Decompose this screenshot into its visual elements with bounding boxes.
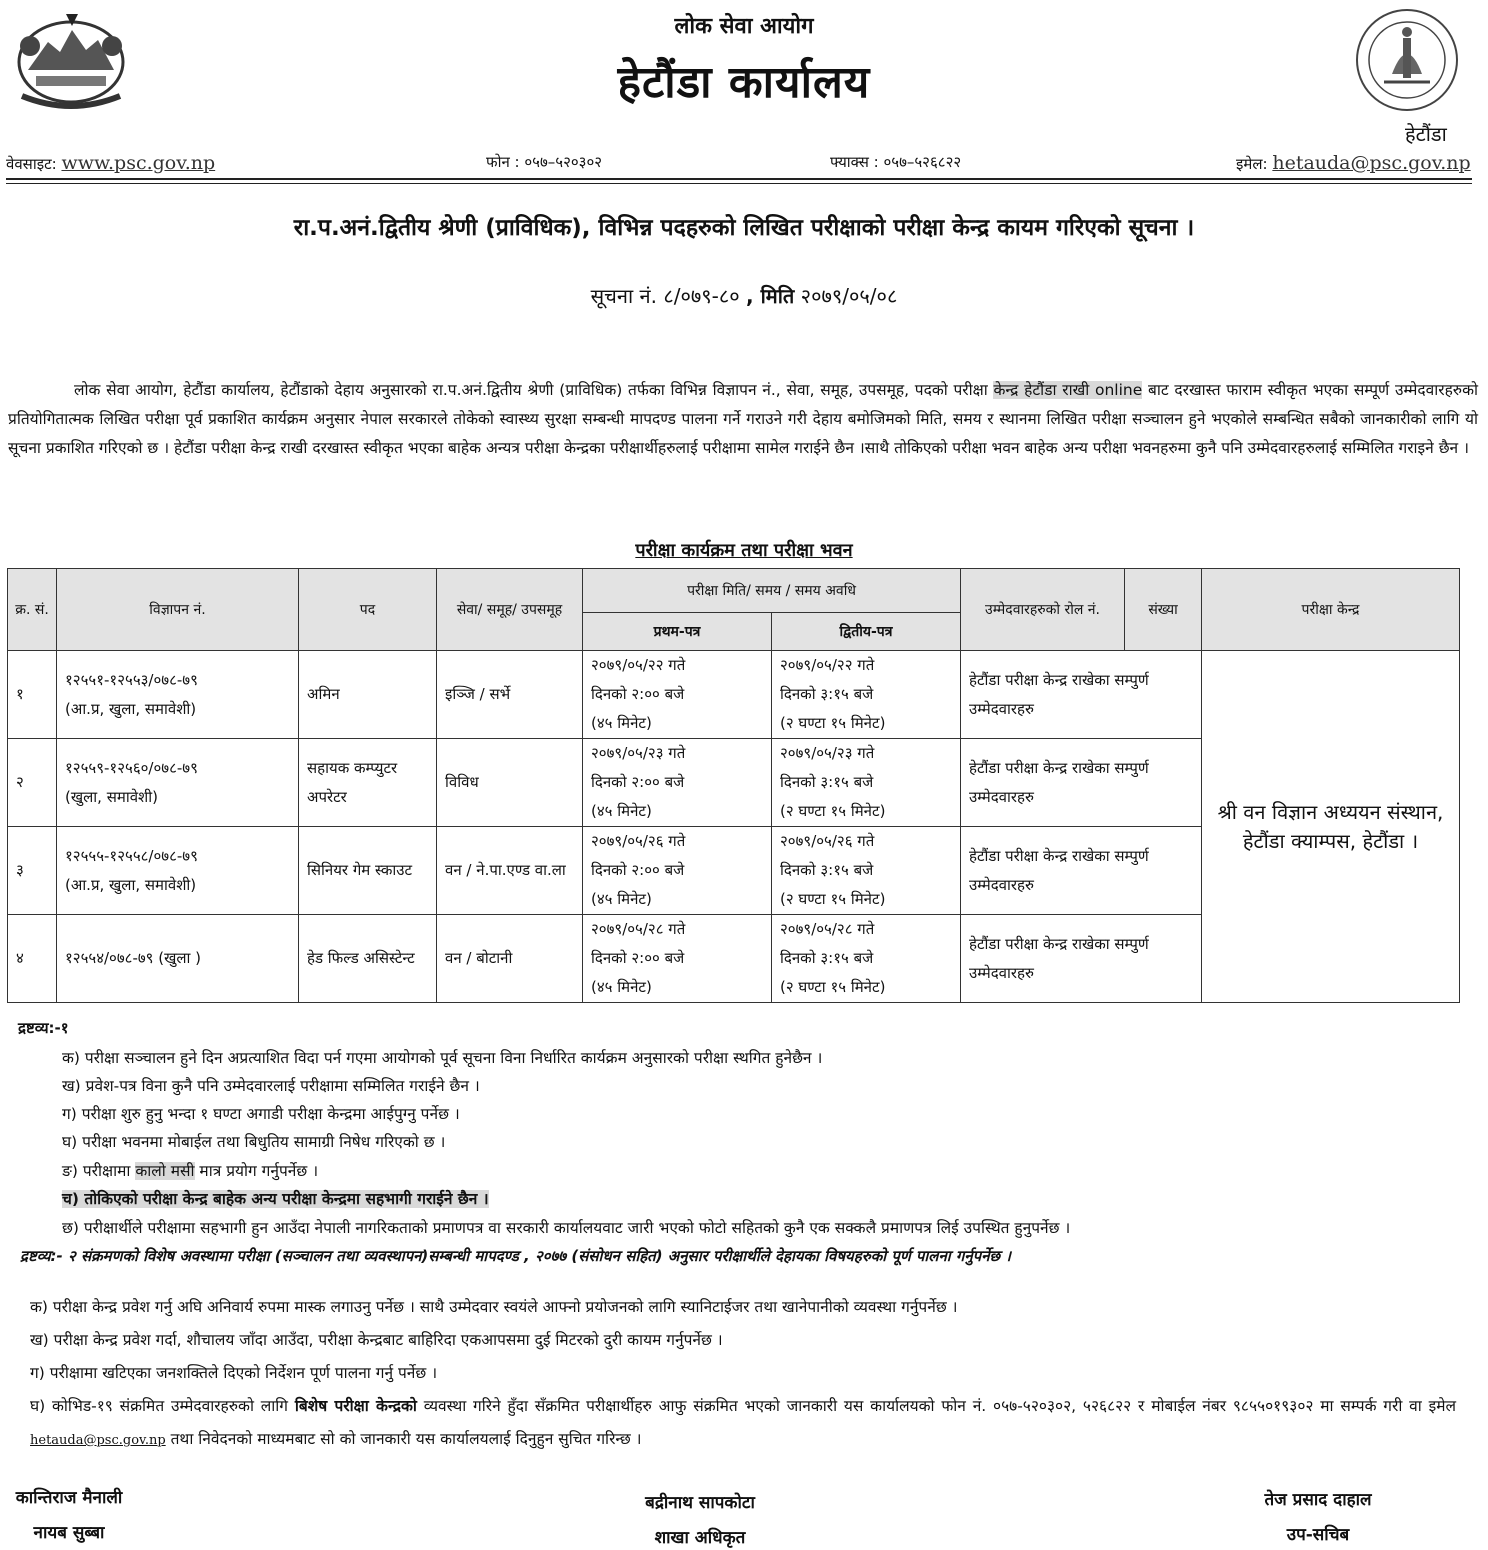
p2-time: दिनको ३:१५ बजे [780, 773, 874, 791]
p1-duration: (४५ मिनेट) [591, 978, 652, 996]
p2-time: दिनको ३:१५ बजे [780, 861, 874, 879]
row-paper2 [772, 915, 961, 1003]
note2-d-prefix: घ) कोभिड-१९ संक्रमित उम्मेदवारहरुको लागि [30, 1397, 295, 1415]
row-paper2 [772, 827, 961, 915]
signatory-name: बद्रीनाथ सापकोटा [645, 1493, 755, 1513]
fax-contact: फ्याक्स : ०५७–५२६८२२ [830, 153, 962, 171]
row-service: विविध [437, 739, 583, 827]
ad-note: (आ.प्र, खुला, समावेशी) [65, 875, 197, 894]
p2-time: दिनको ३:१५ बजे [780, 685, 874, 703]
row-paper2 [772, 739, 961, 827]
header-service: सेवा/ समूह/ उपसमूह [437, 569, 583, 651]
emblem-caption: हेटौंडा [1405, 122, 1447, 146]
ad-number: १२५५१-१२५५३/०७८-७९ [65, 670, 198, 689]
office-name: हेटौंडा कार्यालय [617, 57, 871, 108]
signatory-title: नायब सुब्बा [33, 1523, 105, 1543]
header-divider [6, 178, 1472, 180]
p2-duration: (२ घण्टा १५ मिनेट) [780, 978, 886, 996]
row-post: सहायक कम्प्युटर अपरेटर [299, 739, 437, 827]
signature-block [620, 1490, 780, 1548]
header-ad-no: विज्ञापन नं. [57, 569, 299, 651]
body-text-1: लोक सेवा आयोग, हेटौंडा कार्यालय, हेटौंडाको देहाय अनुसारको रा.प.अनं.द्वितीय श्रेणी (प्राविधिक) तर्फका विभिन्न विज्ञापन नं., सेवा, समूह, उपसमूह, पदको परीक्षा [74, 381, 994, 399]
p1-date: २०७९/०५/२३ गते [591, 744, 686, 762]
website-contact [6, 152, 215, 174]
p1-date: २०७९/०५/२६ गते [591, 832, 686, 850]
header-paper2: द्वितीय-पत्र [772, 613, 961, 651]
note2-email-link[interactable]: hetauda@psc.gov.np [30, 1433, 166, 1448]
notes1-heading: द्रष्टव्य:-१ [18, 1019, 69, 1037]
note1-e-suffix: मात्र प्रयोग गर्नुपर्नेछ । [194, 1162, 319, 1180]
note2-d-bold: बिशेष परीक्षा केन्द्रको [294, 1397, 417, 1415]
row-sn: ३ [8, 827, 57, 915]
row-service: वन / बोटानी [437, 915, 583, 1003]
note2-d-suffix: तथा निवेदनको माध्यमबाट सो को जानकारी यस कार्यालयलाई दिनुहुन सुचित गरिन्छ । [165, 1430, 642, 1448]
body-highlight: केन्द्र हेटौंडा राखी online [993, 381, 1143, 399]
header-roll: उम्मेदवारहरुको रोल नं. [961, 569, 1125, 651]
header-center: परीक्षा केन्द्र [1202, 569, 1460, 651]
psc-seal-icon [1354, 4, 1460, 116]
p2-duration: (२ घण्टा १५ मिनेट) [780, 802, 886, 820]
p2-duration: (२ घण्टा १५ मिनेट) [780, 714, 886, 732]
schedule-title: परीक्षा कार्यक्रम तथा परीक्षा भवन [635, 540, 853, 561]
note2-item: क) परीक्षा केन्द्र प्रवेश गर्नु अघि अनिवार्य रुपमा मास्क लगाउनु पर्नेछ । साथै उम्मेदवार स्वयंले आफ्नो प्रयोजनको लागि स्यानिटाईजर तथा खानेपानीको व्यवस्था गर्नुपर्नेछ । [30, 1298, 958, 1316]
note1-item [62, 1187, 489, 1209]
note1-e-highlight: कालो मसी [135, 1162, 195, 1180]
ad-number: १२५५४/०७८-७९ (खुला ) [65, 949, 202, 967]
row-paper1 [583, 651, 772, 739]
ad-number: १२५५९-१२५६०/०७८-७९ [65, 758, 198, 777]
header-exam-datetime: परीक्षा मिति/ समय / समय अवधि [583, 569, 961, 613]
header-divider-thin [6, 183, 1472, 184]
header-count: संख्या [1125, 569, 1202, 651]
p1-time: दिनको २:०० बजे [591, 949, 685, 967]
ad-note: (खुला, समावेशी) [65, 787, 158, 806]
website-link[interactable]: www.psc.gov.np [61, 152, 216, 174]
p2-date: २०७९/०५/२३ गते [780, 744, 875, 762]
note2-item: ख) परीक्षा केन्द्र प्रवेश गर्दा, शौचालय जाँदा आउँदा, परीक्षा केन्द्रबाट बाहिरिदा एकआपसमा दुई मिटरको दुरी कायम गर्नुपर्नेछ । [30, 1331, 723, 1349]
row-roll: हेटौंडा परीक्षा केन्द्र राखेका सम्पुर्ण उम्मेदवारहरु [961, 651, 1202, 739]
p1-duration: (४५ मिनेट) [591, 890, 652, 908]
row-paper1 [583, 739, 772, 827]
notice-date: २०७९/०५/०८ [800, 284, 898, 308]
p2-time: दिनको ३:१५ बजे [780, 949, 874, 967]
p2-date: २०७९/०५/२२ गते [780, 656, 875, 674]
notice-date-label: , मिति [746, 284, 795, 308]
row-roll: हेटौंडा परीक्षा केन्द्र राखेका सम्पुर्ण उम्मेदवारहरु [961, 827, 1202, 915]
notice-body [8, 376, 1478, 463]
ad-number: १२५५५-१२५५८/०७८-७९ [65, 846, 198, 865]
row-ad-no [57, 827, 299, 915]
email-label: इमेल: [1236, 155, 1268, 173]
website-label: वेवसाइट: [6, 155, 57, 173]
signatory-title: शाखा अधिकृत [654, 1528, 746, 1548]
header-post: पद [299, 569, 437, 651]
row-paper1 [583, 915, 772, 1003]
signature-block [4, 1485, 134, 1543]
signatory-name: तेज प्रसाद दाहाल [1264, 1490, 1372, 1510]
note1-item: ग) परीक्षा शुरु हुनु भन्दा १ घण्टा अगाडी परीक्षा केन्द्रमा आईपुग्नु पर्नेछ । [62, 1105, 460, 1123]
notice-number: ८/०७९-८० [663, 284, 740, 308]
p1-date: २०७९/०५/२८ गते [591, 920, 686, 938]
row-post: सिनियर गेम स्काउट [299, 827, 437, 915]
note1-item-highlight: च) तोकिएको परीक्षा केन्द्र बाहेक अन्य परीक्षा केन्द्रमा सहभागी गराईने छैन । [62, 1190, 489, 1208]
p1-time: दिनको २:०० बजे [591, 773, 685, 791]
row-roll: हेटौंडा परीक्षा केन्द्र राखेका सम्पुर्ण उम्मेदवारहरु [961, 915, 1202, 1003]
p1-duration: (४५ मिनेट) [591, 714, 652, 732]
row-sn: २ [8, 739, 57, 827]
row-sn: ४ [8, 915, 57, 1003]
note2-item: ग) परीक्षामा खटिएका जनशक्तिले दिएको निर्देशन पूर्ण पालना गर्नु पर्नेछ । [30, 1364, 438, 1382]
p2-duration: (२ घण्टा १५ मिनेट) [780, 890, 886, 908]
p1-time: दिनको २:०० बजे [591, 861, 685, 879]
notes2-heading: द्रष्टव्य:- २ संक्रमणको विशेष अवस्थामा परीक्षा (सञ्चालन तथा व्यवस्थापन)सम्बन्धी मापदण्ड , २०७७ (संसोधन सहित) अनुसार परीक्षार्थीले देहायका विषयहरुको पूर्ण पालना गर्नुपर्नेछ । [20, 1247, 1011, 1265]
notice-number-label: सूचना नं. [590, 284, 657, 308]
email-link[interactable]: hetauda@psc.gov.np [1272, 152, 1471, 174]
row-post: अमिन [299, 651, 437, 739]
row-roll: हेटौंडा परीक्षा केन्द्र राखेका सम्पुर्ण उम्मेदवारहरु [961, 739, 1202, 827]
note1-item [62, 1159, 318, 1181]
row-ad-no [57, 651, 299, 739]
row-service: इञ्जि / सर्भे [437, 651, 583, 739]
note1-item: घ) परीक्षा भवनमा मोबाईल तथा बिधुतिय सामाग्री निषेध गरिएको छ । [62, 1133, 446, 1151]
body-text-2: बाट दरखास्त फाराम स्वीकृत भएका सम्पूर्ण उम्मेदवारहरुको प्रतियोगितात्मक लिखित परीक्षा पूर्व प्रकाशित कार्यक्रम अनुसार नेपाल सरकारले तोकेको स्वास्थ्य सुरक्षा सम्बन्धी मापदण्ड पालना गर्ने गराउने गरी देहाय बमोजिमको मिति, समय र स्थानमा लिखित परीक्षा सञ्चालन हुने भएकोले सम्बन्धित सबैको जानकारीको लागि यो सूचना प्रकाशित गरिएको छ । हेटौंडा परीक्षा केन्द्र राखी दरखास्त स्वीकृत भएका बाहेक अन्यत्र परीक्षा केन्द्रका परीक्षार्थीहरुलाई परीक्षामा सामेल गराईने छैन ।साथै तोकिएको परीक्षा भवन बाहेक अन्य परीक्षा भवनहरुमा कुनै पनि उम्मेदवारहरुलाई सम्मिलित गराइने छैन । [8, 381, 1478, 457]
header-sn: क्र. सं. [8, 569, 57, 651]
p2-date: २०७९/०५/२६ गते [780, 832, 875, 850]
table-row [8, 651, 1460, 739]
row-ad-no [57, 739, 299, 827]
email-contact [1236, 152, 1471, 174]
notice-number-line [0, 282, 1488, 309]
note1-e-prefix: ङ) परीक्षामा [62, 1162, 136, 1180]
p1-time: दिनको २:०० बजे [591, 685, 685, 703]
signatory-title: उप-सचिब [1286, 1525, 1350, 1545]
row-ad-no [57, 915, 299, 1003]
exam-center: श्री वन विज्ञान अध्ययन संस्थान, हेटौंडा क्याम्पस, हेटौंडा । [1202, 651, 1460, 1003]
header-paper1: प्रथम-पत्र [583, 613, 772, 651]
p1-duration: (४५ मिनेट) [591, 802, 652, 820]
row-sn: १ [8, 651, 57, 739]
row-post: हेड फिल्ड असिस्टेन्ट [299, 915, 437, 1003]
p2-date: २०७९/०५/२८ गते [780, 920, 875, 938]
schedule-table [7, 568, 1460, 1003]
ad-note: (आ.प्र, खुला, समावेशी) [65, 699, 197, 718]
phone-contact: फोन : ०५७–५२०३०२ [486, 153, 603, 171]
signature-block [1236, 1487, 1400, 1545]
signatory-name: कान्तिराज मैनाली [15, 1488, 123, 1508]
note1-item: ख) प्रवेश-पत्र विना कुनै पनि उम्मेदवारलाई परीक्षामा सम्मिलित गराईने छैन । [62, 1077, 480, 1095]
note2-item [30, 1390, 1456, 1457]
organization-name: लोक सेवा आयोग [674, 14, 814, 39]
note2-d-middle: व्यवस्था गरिने हुँदा सँक्रमित परीक्षार्थीहरु आफु संक्रमित भएको जानकारी यस कार्यालयको फोन नं. ०५७-५२०३०२, ५२६८२२ र मोबाईल नंबर ९८५५०१९३०२ मा सम्पर्क गरी वा इमेल [416, 1397, 1456, 1415]
row-paper2 [772, 651, 961, 739]
row-paper1 [583, 827, 772, 915]
row-service: वन / ने.पा.एण्ड वा.ला [437, 827, 583, 915]
notice-headline: रा.प.अनं.द्वितीय श्रेणी (प्राविधिक), विभिन्न पदहरुको लिखित परीक्षाको परीक्षा केन्द्र कायम गरिएको सूचना । [293, 215, 1195, 241]
p1-date: २०७९/०५/२२ गते [591, 656, 686, 674]
note1-item: क) परीक्षा सञ्चालन हुने दिन अप्रत्याशित विदा पर्न गएमा आयोगको पूर्व सूचना विना निर्धारित कार्यक्रम अनुसारको परीक्षा स्थगित हुनेछैन । [62, 1049, 823, 1067]
note1-item: छ) परीक्षार्थीले परीक्षामा सहभागी हुन आउँदा नेपाली नागरिकताको प्रमाणपत्र वा सरकारी कार्यालयवाट जारी भएको फोटो सहितको कुनै एक सक्कलै प्रमाणपत्र लिई उपस्थित हुनुपर्नेछ । [62, 1219, 1071, 1237]
